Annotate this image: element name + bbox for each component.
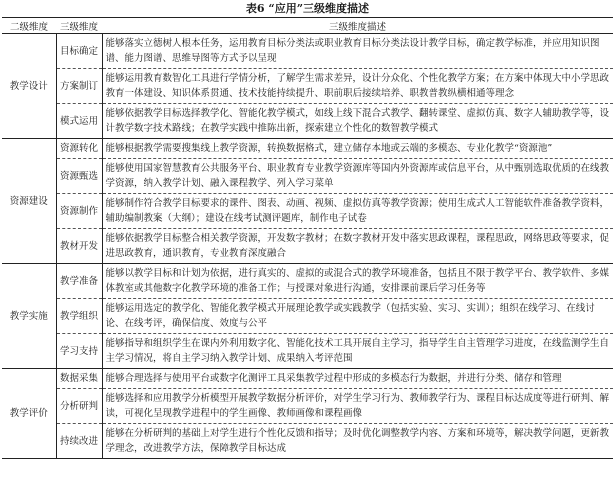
table-row — [2, 139, 613, 159]
description-cell: 能够依据教学目标选择教学化、智能化教学模式，如线上线下混合式教学、翻转课堂、虚拟仿真、数字人辅助教学等，设计教学数字技术路线；在教学实践中推陈出新，探索建立个性化的数智教学模式 — [102, 104, 613, 139]
level3-dimension-cell: 教学准备 — [56, 264, 102, 299]
level3-dimension-cell: 资源甄选 — [56, 159, 102, 194]
level3-dimension-cell: 教材开发 — [56, 229, 102, 264]
table-row — [2, 299, 613, 334]
level3-dimension-cell: 教学组织 — [56, 299, 102, 334]
table-row — [2, 369, 613, 389]
level3-dimension-cell: 目标确定 — [56, 34, 102, 69]
header-description: 三级维度描述 — [102, 18, 613, 34]
header-level2: 二级维度 — [2, 18, 56, 34]
level3-dimension-cell: 持续改进 — [56, 424, 102, 459]
description-cell: 能够落实立德树人根本任务，运用教育目标分类法或职业教育目标分类法设计教学目标，确定教学标准，并应用知识图谱、能力图谱、思维导图等方式予以呈现 — [102, 34, 613, 69]
level3-dimension-cell: 资源制作 — [56, 194, 102, 229]
description-cell: 能够制作符合教学目标要求的课件、图表、动画、视频、虚拟仿真等教学资源；使用生成式人工智能软件准备教学资料，辅助编制教案（大纲）；建设在线考试测评题库，制作电子试卷 — [102, 194, 613, 229]
description-cell: 能够以教学目标和计划为依据，进行真实的、虚拟的或混合式的教学环境准备，包括且不限于教学平台、教学软件、多媒体教室或其他数字化教学环境的准备工作；与授课对象进行沟通，安排课前课后学习任务等 — [102, 264, 613, 299]
level2-dimension-cell: 教学评价 — [2, 369, 56, 459]
table-row — [2, 389, 613, 424]
table-row — [2, 69, 613, 104]
table-row — [2, 264, 613, 299]
description-cell: 能够指导和组织学生在课内外利用数字化、智能化技术工具开展自主学习，指导学生自主管理学习进度，在线监测学生自主学习情况，将自主学习纳入教学计划、成果纳入考评范围 — [102, 334, 613, 369]
level3-dimension-cell: 模式运用 — [56, 104, 102, 139]
table-row — [2, 229, 613, 264]
description-cell: 能够在分析研判的基础上对学生进行个性化反馈和指导；及时优化调整教学内容、方案和环境等，解决教学问题，更新教学理念，改进教学方法，保障教学目标达成 — [102, 424, 613, 459]
description-cell: 能够运用选定的教学化、智能化教学模式开展理论教学或实践教学（包括实验、实习、实训）；组织在线学习、在线讨论、在线考评，确保信度、效度与公平 — [102, 299, 613, 334]
table-row — [2, 159, 613, 194]
table-row — [2, 34, 613, 69]
description-cell: 能够根据教学需要搜集线上教学资源，转换数据格式，建立储存本地或云端的多模态、专业化教学“资源池” — [102, 139, 613, 159]
description-cell: 能够依据教学目标整合相关教学资源，开发数字教材；在数字教材开发中落实思政课程，课程思政，网络思政等要求，促进思政教育，通识教育，专业教育深度融合 — [102, 229, 613, 264]
level2-dimension-cell: 教学实施 — [2, 264, 56, 369]
level3-dimension-cell: 资源转化 — [56, 139, 102, 159]
table-caption: 表6 “应用”三级维度描述 — [245, 2, 370, 15]
table-row — [2, 194, 613, 229]
description-cell: 能够运用教育数智化工具进行学情分析，了解学生需求差异，设计分众化、个性化教学方案；在方案中体现大中小学思政教育一体建设、知识体系贯通、技术技能持续提升、职前职后接续培养、职教普教纵横相通等理念 — [102, 69, 613, 104]
description-cell: 能够合理选择与使用平台或数字化测评工具采集教学过程中形成的多模态行为数据，并进行分类、储存和管理 — [102, 369, 613, 389]
table-row — [2, 104, 613, 139]
table-body — [2, 34, 613, 459]
level2-dimension-cell: 教学设计 — [2, 34, 56, 139]
level2-dimension-cell: 资源建设 — [2, 139, 56, 264]
table-row — [2, 334, 613, 369]
level3-dimension-cell: 学习支持 — [56, 334, 102, 369]
level3-dimension-cell: 分析研判 — [56, 389, 102, 424]
page — [0, 1, 615, 504]
description-cell: 能够选择和应用教学分析模型开展教学数据分析评价，对学生学习行为、教师教学行为、课程目标达成度等进行研判、解读，可视化呈现教学进程中的学生画像、教师画像和课程画像 — [102, 389, 613, 424]
header-level3: 三级维度 — [56, 18, 102, 34]
level3-dimension-cell: 方案制订 — [56, 69, 102, 104]
dimension-table — [2, 17, 613, 459]
table-row — [2, 424, 613, 459]
description-cell: 能够使用国家智慧教育公共服务平台、职业教育专业教学资源库等国内外资源库或信息平台，从中甄别选取优质的在线教学资源，纳入教学计划、融入课程教学、列入学习菜单 — [102, 159, 613, 194]
level3-dimension-cell: 数据采集 — [56, 369, 102, 389]
table-header-row — [2, 18, 613, 34]
